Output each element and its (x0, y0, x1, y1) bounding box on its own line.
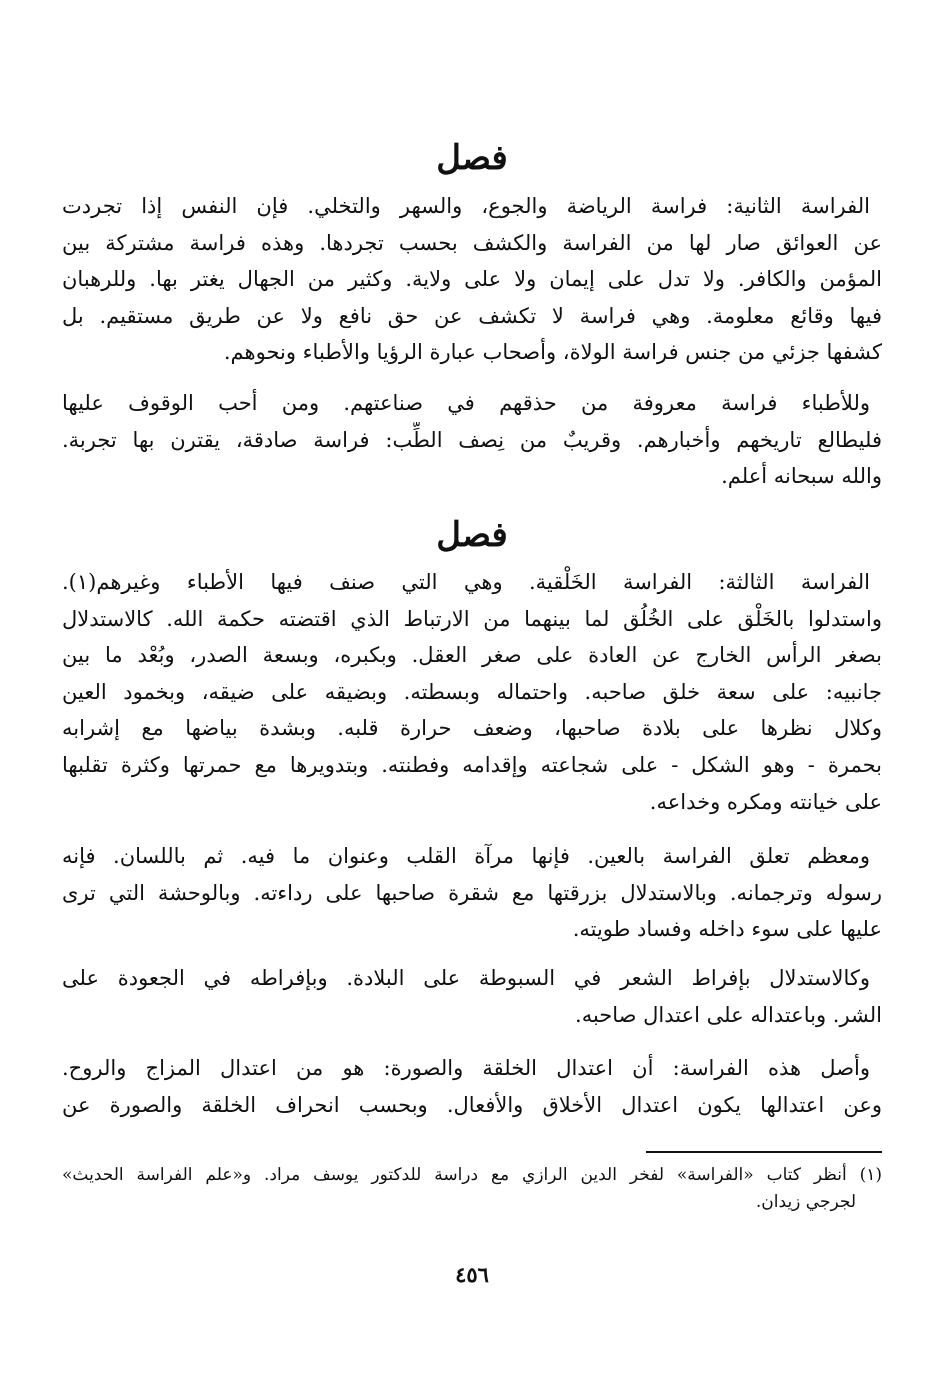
text-line: بصغر الرأس الخارج عن العادة على صغر العقل. وبكبره، وبسعة الصدر، وبُعْد ما بين (62, 643, 882, 668)
text-line: الشر. وباعتداله على اعتدال صاحبه. (575, 1002, 882, 1027)
text-line: والله سبحانه أعلم. (721, 464, 882, 489)
text-line: فليطالع تاريخهم وأخبارهم. وقريبٌ من نِصف الطِّب: فراسة صادقة، يقترن بها تجربة. (62, 427, 882, 452)
text-line: وللأطباء فراسة معروفة من حذقهم في صناعتهم. ومن أحب الوقوف عليها (62, 391, 870, 415)
text-line: عن العوائق صار لها من الفراسة والكشف بحسب تجردها. وهذه فراسة مشتركة بين (62, 230, 882, 255)
text-line: جانبيه: على سعة خلق صاحبه. واحتماله وبسطته. وبضيقه على ضيقه، وبخمود العين (62, 679, 882, 704)
text-line: وأصل هذه الفراسة: أن اعتدال الخلقة والصورة: هو من اعتدال المزاج والروح. (62, 1056, 870, 1080)
text-line: المؤمن والكافر. ولا تدل على إيمان ولا على ولاية. وكثير من الجهال يغتر بها. وللرهبان (62, 267, 882, 292)
footnote-line: لجرجي زيدان. (755, 1192, 856, 1212)
text-line: عليها على سوء داخله وفساد طويته. (572, 917, 882, 942)
text-line: وعن اعتدالها يكون اعتدال الأخلاق والأفعال. وبحسب انحراف الخلقة والصورة عن (62, 1092, 882, 1117)
text-line: على خيانته ومكره وخداعه. (649, 789, 882, 814)
footnote (62, 1162, 882, 1216)
text-line: الفراسة الثانية: فراسة الرياضة والجوع، والسهر والتخلي. فإن النفس إذا تجردت (62, 194, 870, 218)
text-line: بحمرة - وهو الشكل - على شجاعته وإقدامه وفطنته. وبتدويرها مع حمرتها وكثرة تقلبها (62, 752, 882, 777)
section-heading-1: فصل (436, 138, 508, 178)
text-line: واستدلوا بالخَلْق على الخُلُق لما بينهما من الارتباط الذي اقتضته حكمة الله. كالاستدلال (62, 606, 882, 631)
paragraph-1-1 (62, 188, 882, 371)
text-line: ومعظم تعلق الفراسة بالعين. فإنها مرآة القلب وعنوان ما فيه. ثم باللسان. فإنه (62, 844, 870, 868)
paragraph-2-3 (62, 960, 882, 1033)
book-page (62, 0, 882, 1379)
paragraph-1-2 (62, 385, 882, 495)
paragraph-2-2 (62, 838, 882, 948)
footnote-separator (646, 1151, 882, 1153)
paragraph-2-1 (62, 564, 882, 820)
footnote-line: (١) أنظر كتاب «الفراسة» لفخر الدين الرازي مع دراسة للدكتور يوسف مراد. و«علم الفراسة الحديث» (62, 1165, 882, 1185)
text-line: فيها وقائع معلومة. وهي فراسة لا تكشف عن حق نافع ولا عن طريق مستقيم. بل (62, 303, 882, 328)
section-heading-2: فصل (436, 515, 508, 555)
paragraph-2-4 (62, 1050, 882, 1123)
text-line: الفراسة الثالثة: الفراسة الخَلْقية. وهي التي صنف فيها الأطباء وغيرهم(١). (62, 570, 870, 594)
text-line: كشفها جزئي من جنس فراسة الولاة، وأصحاب عبارة الرؤيا والأطباء ونحوهم. (223, 340, 882, 365)
text-line: وكلال نظرها على بلادة صاحبها، وضعف حرارة قلبه. وبشدة بياضها مع إشرابه (62, 716, 882, 741)
page-number: ٤٥٦ (455, 1262, 489, 1287)
text-line: رسوله وترجمانه. وبالاستدلال بزرقتها مع شقرة صاحبها على رداءته. وبالوحشة التي ترى (62, 880, 882, 905)
text-line: وكالاستدلال بإفراط الشعر في السبوطة على البلادة. وبإفراطه في الجعودة على (62, 966, 870, 990)
